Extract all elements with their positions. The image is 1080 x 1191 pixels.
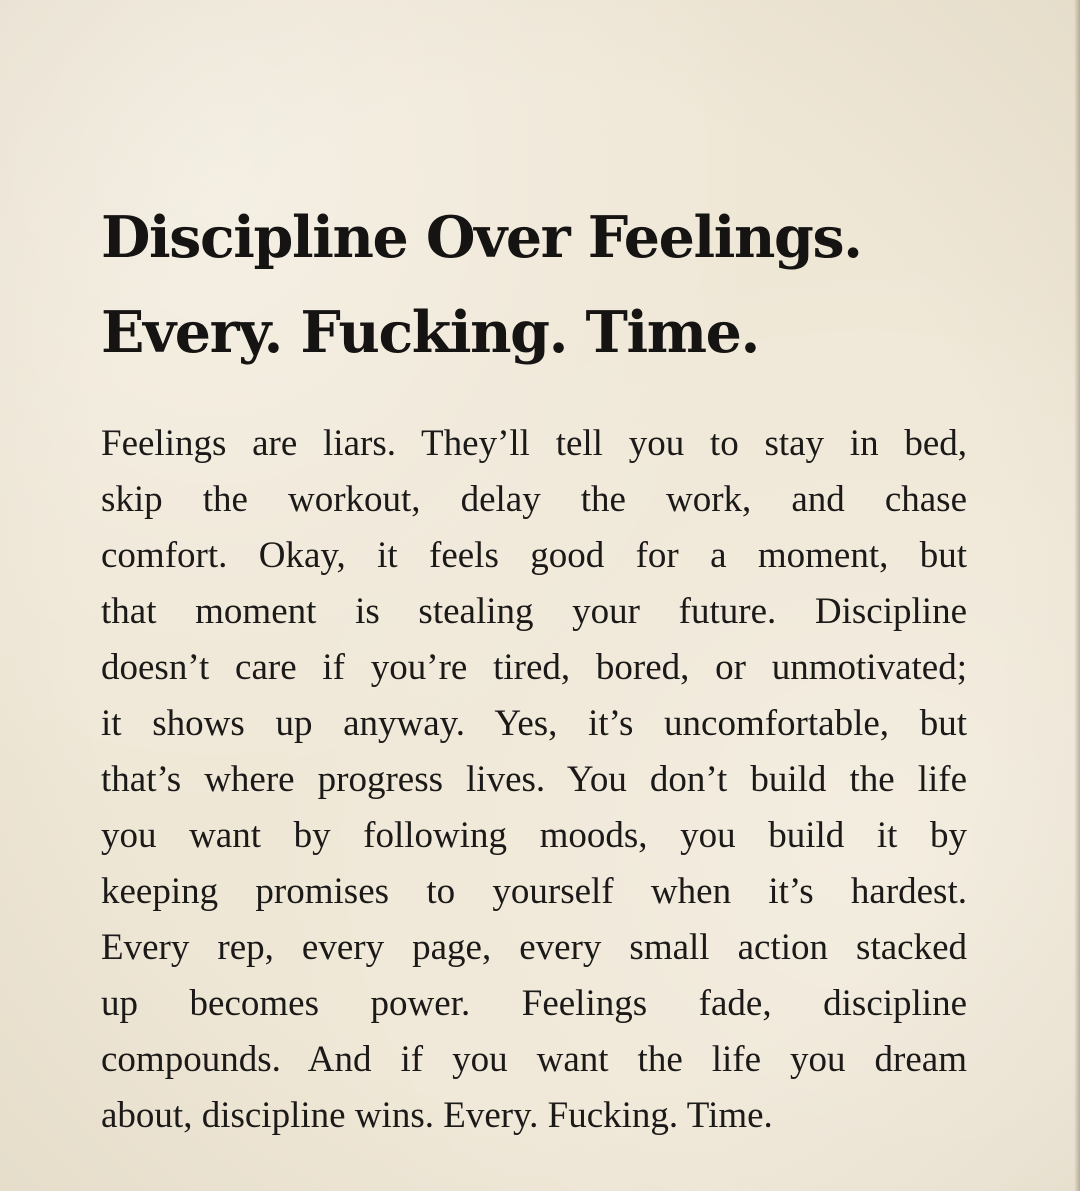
body-paragraph — [101, 416, 967, 1144]
paragraph-line: you want by following moods, you build it by — [101, 815, 967, 856]
paragraph-line: comfort. Okay, it feels good for a moment, but — [101, 535, 967, 576]
page-title — [101, 190, 981, 380]
paragraph-line: that’s where progress lives. You don’t build the life — [101, 759, 967, 800]
paragraph-line: compounds. And if you want the life you dream — [101, 1039, 967, 1080]
page-edge-shadow — [1074, 0, 1080, 1191]
paragraph-line: that moment is stealing your future. Discipline — [101, 591, 967, 632]
title-line-1: Discipline Over Feelings. — [101, 204, 862, 271]
paragraph-line: Feelings are liars. They’ll tell you to stay in bed, — [101, 423, 967, 464]
paragraph-line: Every rep, every page, every small action stacked — [101, 927, 967, 968]
paragraph-line: it shows up anyway. Yes, it’s uncomfortable, but — [101, 703, 967, 744]
paragraph-line: doesn’t care if you’re tired, bored, or unmotivated; — [101, 647, 967, 688]
paragraph-line: up becomes power. Feelings fade, discipline — [101, 983, 967, 1024]
paragraph-line-last: about, discipline wins. Every. Fucking. Time. — [101, 1095, 773, 1136]
paragraph-line: skip the workout, delay the work, and chase — [101, 479, 967, 520]
paragraph-line: keeping promises to yourself when it’s hardest. — [101, 871, 967, 912]
title-line-2: Every. Fucking. Time. — [101, 299, 759, 366]
